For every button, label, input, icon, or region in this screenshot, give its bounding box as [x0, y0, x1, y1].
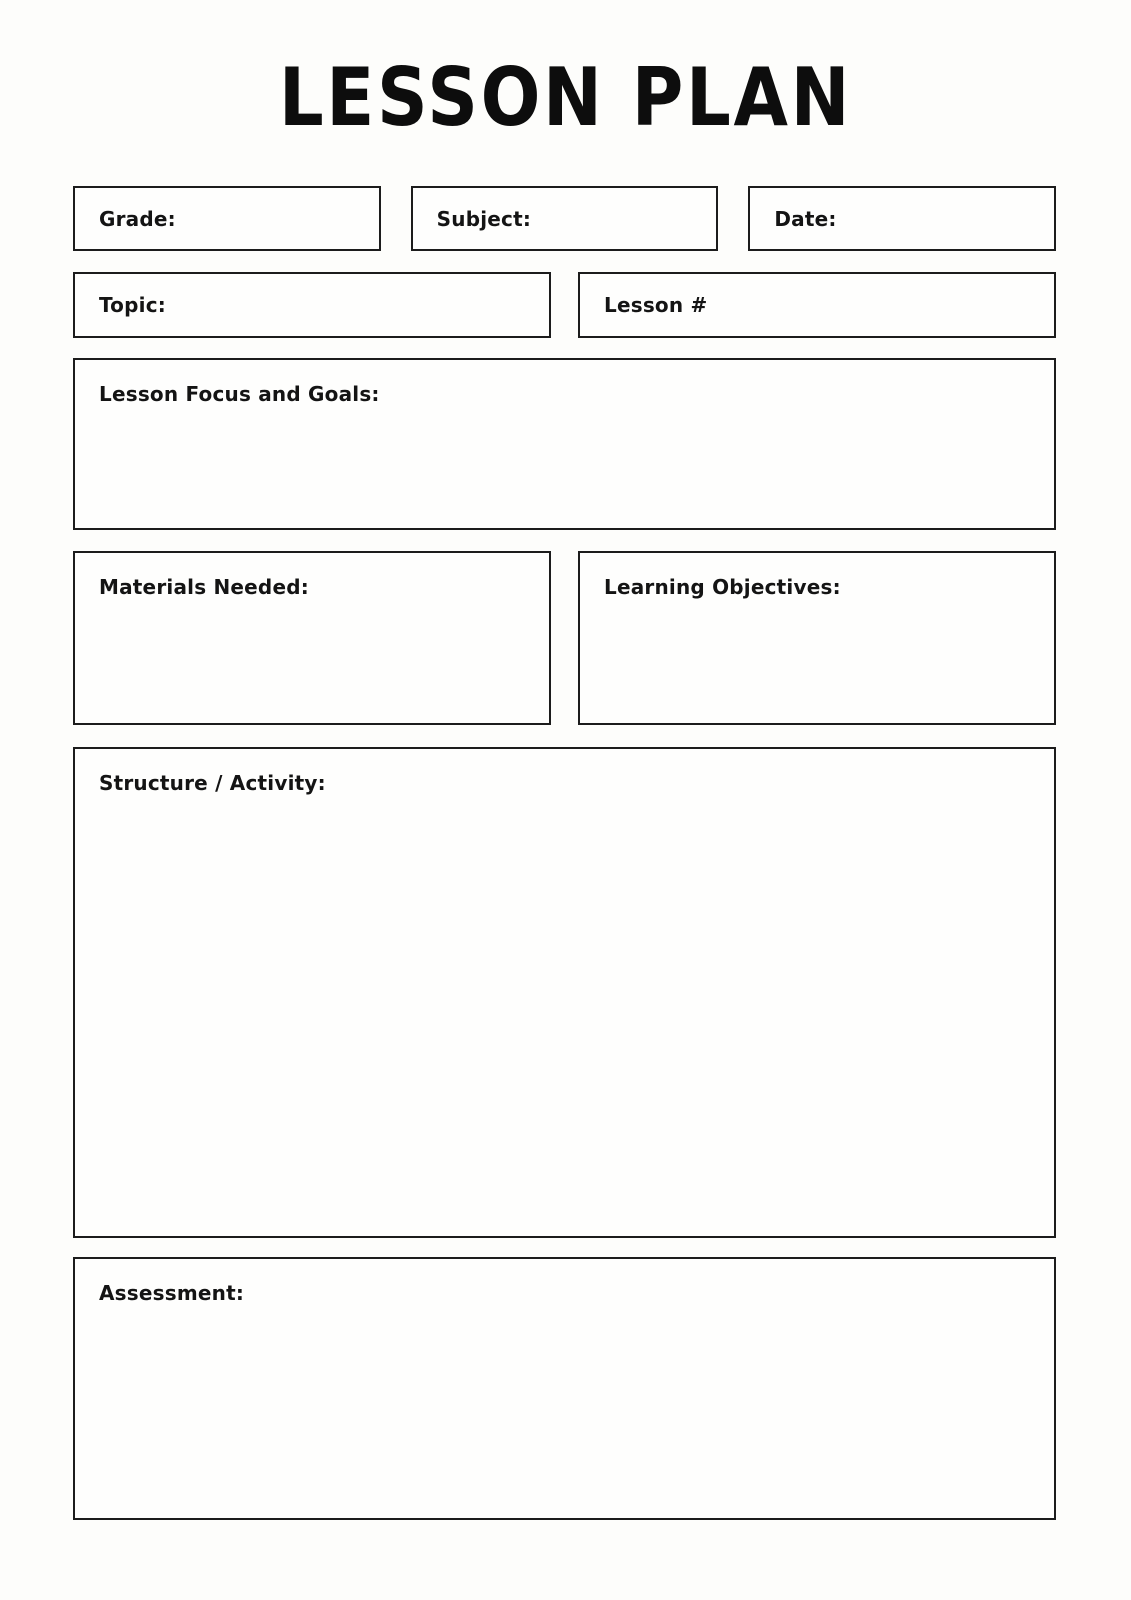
materials-needed-field[interactable]: [73, 551, 551, 725]
assessment-label: Assessment:: [99, 1281, 245, 1305]
assessment-field[interactable]: [73, 1257, 1056, 1520]
row-materials-objectives: [73, 551, 1056, 725]
learning-objectives-label: Learning Objectives:: [604, 575, 841, 599]
lesson-number-field[interactable]: [578, 272, 1056, 338]
grade-label: Grade:: [99, 206, 176, 231]
structure-activity-field[interactable]: [73, 747, 1056, 1238]
grade-field[interactable]: [73, 186, 381, 251]
lesson-focus-field[interactable]: [73, 358, 1056, 530]
date-field[interactable]: [748, 186, 1056, 251]
lesson-focus-label: Lesson Focus and Goals:: [99, 382, 380, 406]
form-content: [73, 186, 1056, 1520]
learning-objectives-field[interactable]: [578, 551, 1056, 725]
date-label: Date:: [774, 206, 837, 231]
lesson-number-label: Lesson #: [604, 293, 708, 317]
structure-activity-label: Structure / Activity:: [99, 771, 326, 795]
subject-field[interactable]: [411, 186, 719, 251]
materials-needed-label: Materials Needed:: [99, 575, 309, 599]
page-title: LESSON PLAN: [278, 51, 853, 144]
row-grade-subject-date: [73, 186, 1056, 251]
subject-label: Subject:: [436, 206, 532, 231]
topic-field[interactable]: [73, 272, 551, 338]
topic-label: Topic:: [99, 293, 166, 317]
row-topic-lesson-number: [73, 272, 1056, 338]
